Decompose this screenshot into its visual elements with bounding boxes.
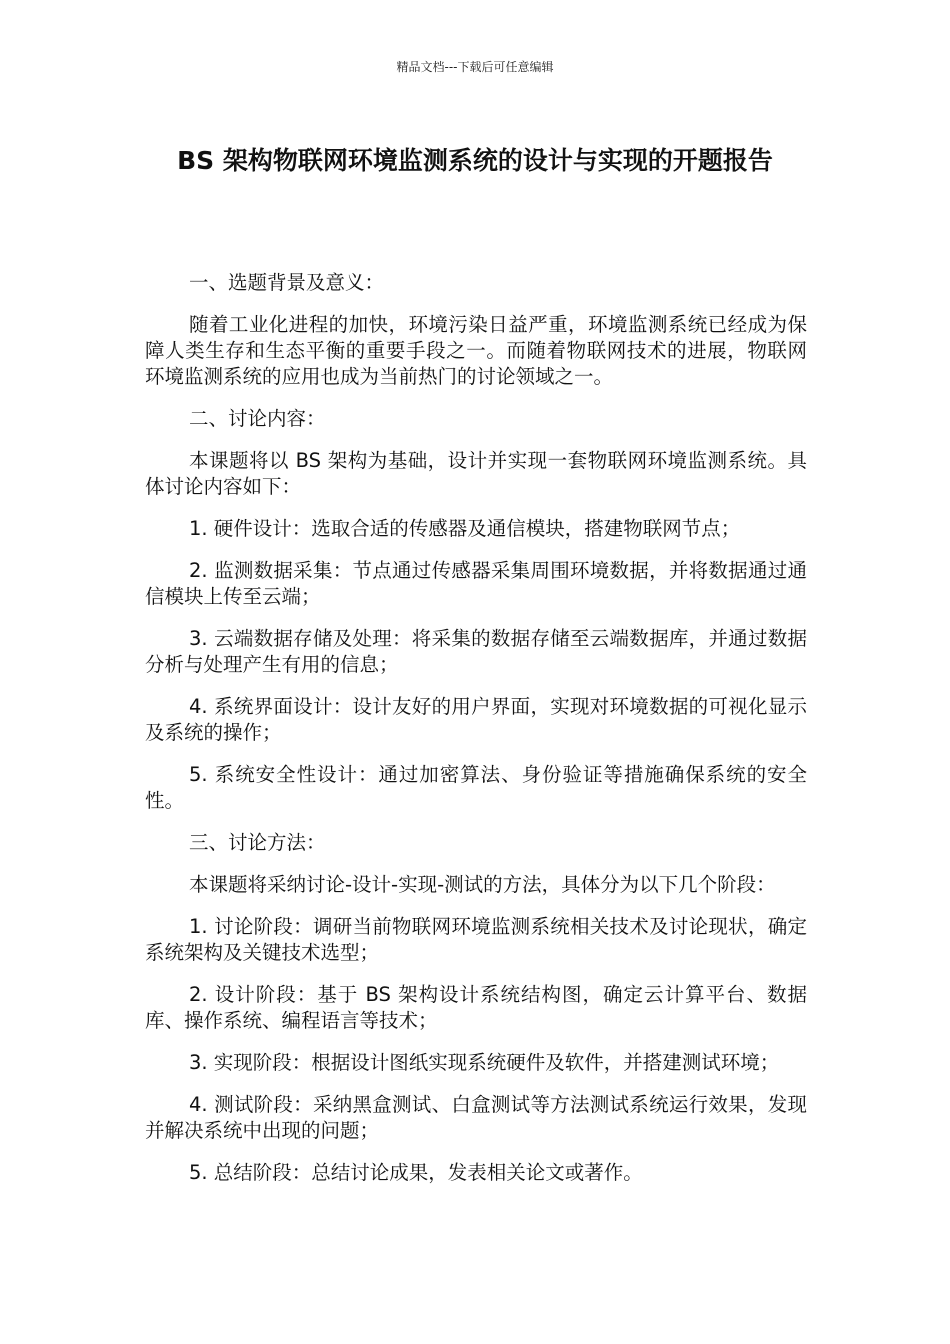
section-heading-content: 二、讨论内容： [189, 407, 326, 430]
method-item: 5. 总结阶段：总结讨论成果，发表相关论文或著作。 [189, 1161, 643, 1184]
section-heading-method: 三、讨论方法： [189, 831, 326, 854]
content-item: 2. 监测数据采集：节点通过传感器采集周围环境数据，并将数据通过通信模块上传至云端； [145, 559, 807, 608]
background-paragraph: 随着工业化进程的加快，环境污染日益严重，环境监测系统已经成为保障人类生存和生态平衡的重要手段之一。而随着物联网技术的进展，物联网环境监测系统的应用也成为当前热门的讨论领域之一。 [145, 313, 807, 388]
content-item: 5. 系统安全性设计：通过加密算法、身份验证等措施确保系统的安全性。 [145, 763, 807, 812]
content-item: 4. 系统界面设计：设计友好的用户界面，实现对环境数据的可视化显示及系统的操作； [145, 695, 807, 744]
method-item: 3. 实现阶段：根据设计图纸实现系统硬件及软件，并搭建测试环境； [189, 1051, 780, 1074]
content-intro: 本课题将以 BS 架构为基础，设计并实现一套物联网环境监测系统。具体讨论内容如下： [145, 449, 807, 498]
document-title: BS 架构物联网环境监测系统的设计与实现的开题报告 [177, 146, 773, 175]
content-item: 3. 云端数据存储及处理：将采集的数据存储至云端数据库，并通过数据分析与处理产生有用的信息； [145, 627, 807, 676]
header-note: 精品文档---下载后可任意编辑 [396, 60, 554, 74]
document-body [145, 270, 807, 1202]
method-item: 1. 讨论阶段：调研当前物联网环境监测系统相关技术及讨论现状，确定系统架构及关键技术选型； [145, 915, 807, 964]
method-intro: 本课题将采纳讨论-设计-实现-测试的方法，具体分为以下几个阶段： [189, 873, 776, 896]
content-item: 1. 硬件设计：选取合适的传感器及通信模块，搭建物联网节点； [189, 517, 741, 540]
section-heading-background: 一、选题背景及意义： [189, 271, 385, 294]
method-item: 2. 设计阶段：基于 BS 架构设计系统结构图，确定云计算平台、数据库、操作系统、编程语言等技术； [145, 983, 807, 1032]
method-item: 4. 测试阶段：采纳黑盒测试、白盒测试等方法测试系统运行效果，发现并解决系统中出现的问题； [145, 1093, 807, 1142]
